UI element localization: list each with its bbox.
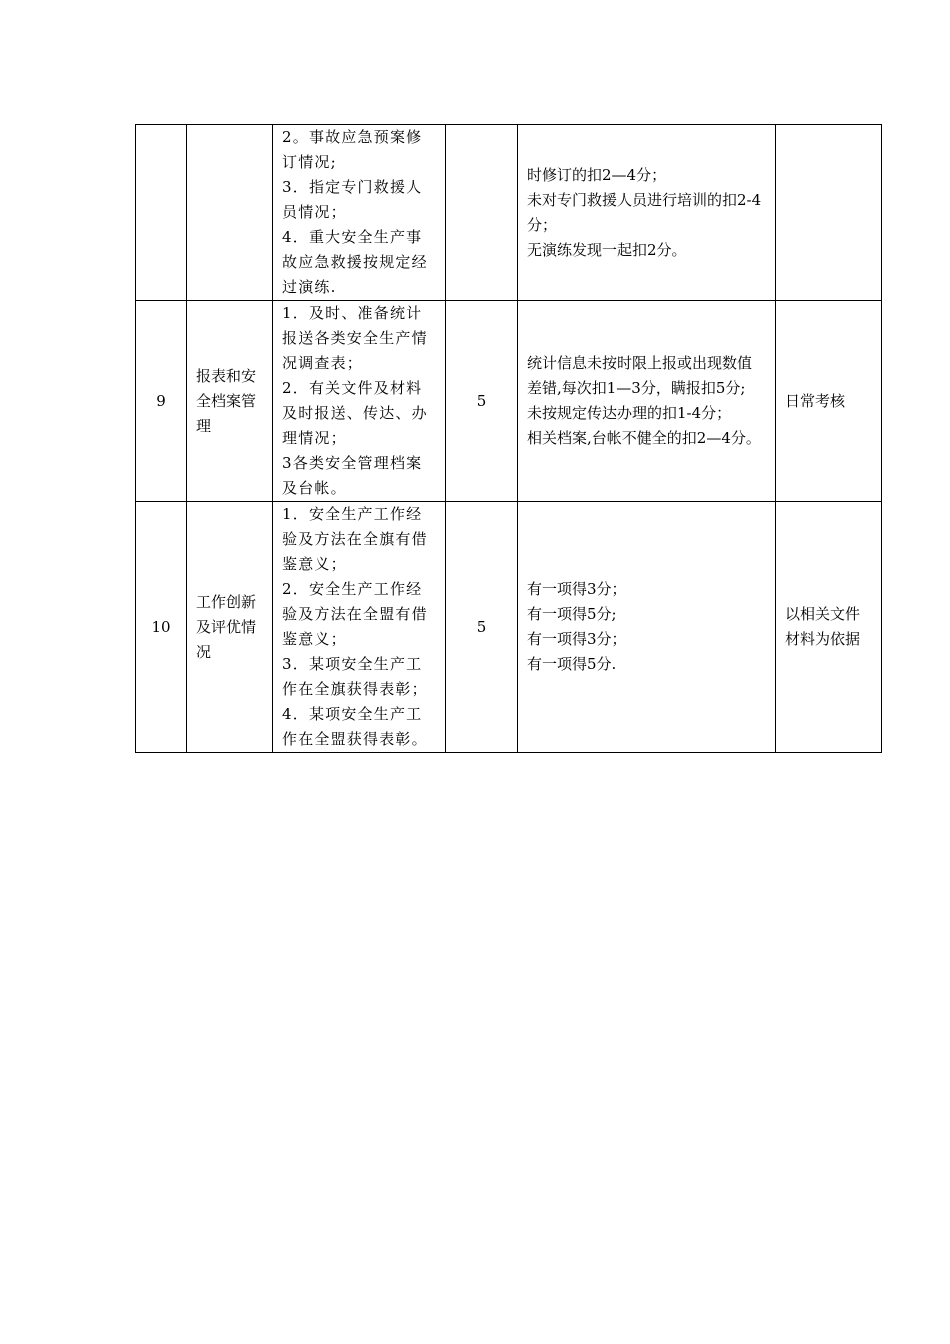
row-score: [446, 125, 518, 301]
rule-line: 有一项得3分；: [527, 580, 627, 598]
content-line: 3．某项安全生产工作在全旗获得表彰；: [282, 655, 428, 698]
content-line: 1．安全生产工作经验及方法在全旗有借鉴意义；: [282, 505, 428, 573]
row-score: 5: [446, 502, 518, 753]
rule-line: 无演练发现一起扣2分。: [527, 240, 687, 259]
row-rule: [518, 502, 776, 753]
rule-line: 有一项得5分.: [527, 655, 617, 673]
row-method: 日常考核: [776, 301, 882, 502]
row-number: 9: [136, 301, 187, 502]
table-row: [136, 502, 882, 753]
row-number: [136, 125, 187, 301]
rule-line: 未对专门救援人员进行培训的扣2-4分；: [527, 190, 762, 234]
assessment-table: [135, 124, 882, 753]
content-line: 2．安全生产工作经验及方法在全盟有借鉴意义；: [282, 580, 428, 648]
content-line: 4．重大安全生产事故应急救援按规定经过演练.: [282, 228, 428, 296]
rule-line: 时修订的扣2—4分；: [527, 165, 667, 184]
row-method: 以相关文件材料为依据: [776, 502, 882, 753]
row-item: 报表和安全档案管理: [187, 301, 273, 502]
row-number: 10: [136, 502, 187, 753]
rule-line: 有一项得5分;: [527, 605, 617, 623]
content-line: 2．有关文件及材料及时报送、传达、办理情况；: [282, 379, 428, 447]
content-line: 4．某项安全生产工作在全盟获得表彰。: [282, 705, 428, 748]
rule-line: 有一项得3分；: [527, 630, 627, 648]
row-content: [273, 502, 446, 753]
table-row: [136, 125, 882, 301]
row-method: [776, 125, 882, 301]
row-rule: [518, 125, 776, 301]
row-score: 5: [446, 301, 518, 502]
row-rule: [518, 301, 776, 502]
rule-line: 统计信息未按时限上报或出现数值差错,每次扣1—3分，瞒报扣5分;: [527, 354, 753, 397]
row-item: 工作创新及评优情况: [187, 502, 273, 753]
content-line: 3各类安全管理档案及台帐。: [282, 454, 423, 497]
content-line: 2。事故应急预案修订情况;: [282, 128, 423, 171]
row-content: [273, 125, 446, 301]
rule-line: 未按规定传达办理的扣1-4分；: [527, 404, 732, 422]
row-content: [273, 301, 446, 502]
content-line: 1．及时、准备统计报送各类安全生产情况调查表；: [282, 304, 428, 372]
table-row: [136, 301, 882, 502]
content-line: 3．指定专门救援人员情况；: [282, 178, 423, 221]
rule-line: 相关档案,台帐不健全的扣2—4分。: [527, 429, 761, 447]
row-item: [187, 125, 273, 301]
